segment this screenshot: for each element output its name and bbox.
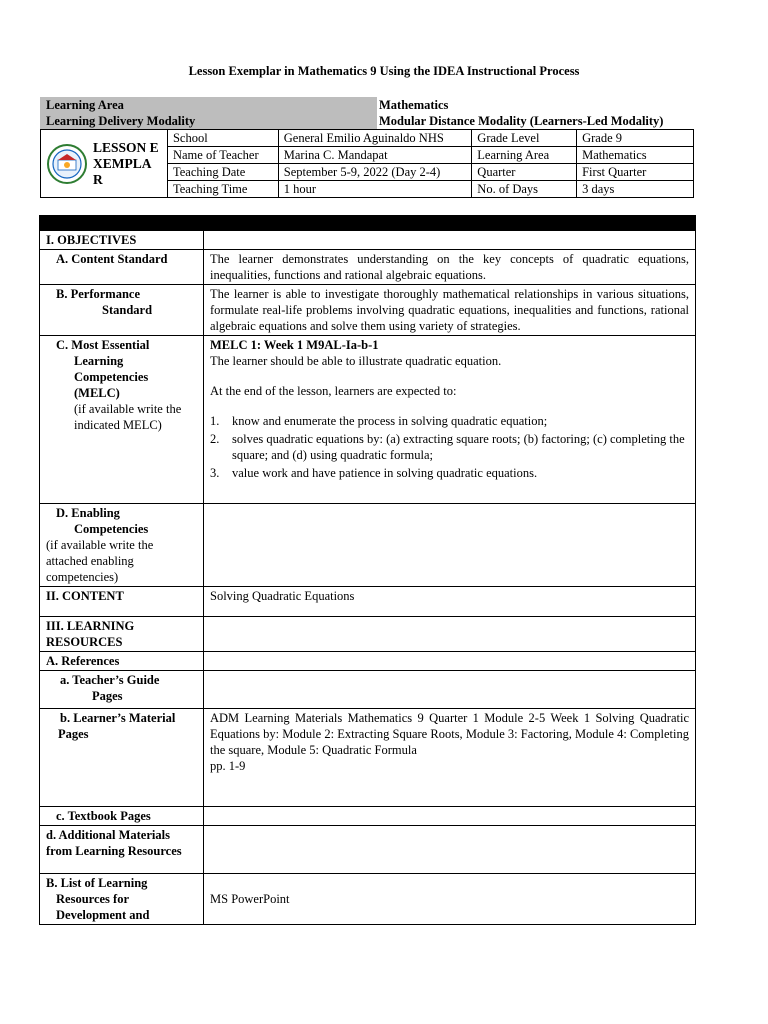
additional-materials-label: d. Additional Materials from Learning Resources (40, 826, 204, 874)
school-value: General Emilio Aguinaldo NHS (278, 130, 472, 147)
content-standard-text: The learner demonstrates understanding on the key concepts of quadratic equations, inequalities, functions and rational algebraic equations. (204, 250, 696, 285)
teacher-label: Name of Teacher (167, 147, 278, 164)
melc-label-line4: (MELC) (74, 386, 120, 400)
tg-label-line2: Pages (92, 689, 123, 703)
teaching-date-label: Teaching Date (167, 164, 278, 181)
tg-label-line1: a. Teacher’s Guide (60, 673, 160, 687)
quarter-value: First Quarter (577, 164, 694, 181)
learning-resources-label: III. LEARNING RESOURCES (40, 617, 204, 652)
teaching-time-value: 1 hour (278, 181, 472, 198)
grade-level-value: Grade 9 (577, 130, 694, 147)
info-area-label: Learning Area (472, 147, 577, 164)
teaching-date-value: September 5-9, 2022 (Day 2-4) (278, 164, 472, 181)
delivery-modality-label: Learning Delivery Modality (40, 113, 377, 129)
grade-level-label: Grade Level (472, 130, 577, 147)
learning-area-value: Mathematics (379, 98, 449, 112)
list-item: 2. solves quadratic equations by: (a) extracting square roots; (b) factoring; (c) completing the square; and (d) using quadratic formula; (210, 432, 685, 462)
teaching-time-label: Teaching Time (167, 181, 278, 198)
melc-content (204, 336, 696, 504)
melc-objectives-list (210, 413, 689, 481)
school-label: School (167, 130, 278, 147)
document-title: Lesson Exemplar in Mathematics 9 Using the IDEA Instructional Process (188, 64, 580, 78)
learners-material-pages: pp. 1-9 (210, 759, 246, 773)
enabling-note: (if available write the attached enabling competencies) (46, 538, 154, 584)
black-header-bar (40, 216, 696, 231)
melc-line2: At the end of the lesson, learners are expected to: (210, 384, 457, 398)
lesson-info-table (40, 129, 694, 198)
enabling-label-line1: D. Enabling (56, 506, 120, 520)
melc-label (40, 336, 204, 504)
melc-label-line2: Learning (74, 354, 124, 368)
melc-label-line3: Competencies (74, 370, 149, 384)
melc-note: (if available write the indicated MELC) (74, 402, 182, 432)
enabling-competencies-label (40, 504, 204, 587)
deped-seal-icon (47, 144, 87, 184)
days-label: No. of Days (472, 181, 577, 198)
teachers-guide-label (40, 671, 204, 709)
performance-standard-text: The learner is able to investigate thoroughly mathematical relationships in various situations, formulate real-life problems involving quadratic equations, inequalities and functions, rational algebraic equations and solve them using variety of strategies. (204, 285, 696, 336)
learning-area-row (40, 97, 694, 113)
learners-material-content (204, 709, 696, 807)
performance-standard-label (40, 285, 204, 336)
objectives-label: I. OBJECTIVES (40, 231, 204, 250)
enabling-label-line2: Competencies (74, 522, 149, 536)
delivery-modality-value: Modular Distance Modality (Learners-Led Modality) (379, 114, 664, 128)
lesson-plan-table (39, 215, 696, 925)
learners-material-text: ADM Learning Materials Mathematics 9 Quarter 1 Module 2-5 Week 1 Solving Quadratic Equations by: Module 2: Extracting Square Roots, Module 3: Factoring, Module 4: Completing the square, Module 5: Quadratic Formula (210, 711, 689, 757)
learning-area-label: Learning Area (40, 97, 377, 113)
performance-standard-label-line1: B. Performance (56, 287, 140, 301)
list-of-resources-label: B. List of Learning Resources for Development and (40, 874, 204, 925)
logo-cell (41, 130, 168, 198)
list-item: 3. value work and have patience in solving quadratic equations. (210, 466, 538, 480)
info-area-value: Mathematics (577, 147, 694, 164)
melc-title: MELC 1: Week 1 M9AL-Ia-b-1 (210, 338, 379, 352)
textbook-pages-label: c. Textbook Pages (40, 807, 204, 826)
days-value: 3 days (577, 181, 694, 198)
content-label: II. CONTENT (40, 587, 204, 617)
references-label: A. References (40, 652, 204, 671)
list-item: 1. know and enumerate the process in solving quadratic equation; (210, 414, 548, 428)
delivery-modality-row (40, 113, 694, 129)
teacher-value: Marina C. Mandapat (278, 147, 472, 164)
performance-standard-label-line2: Standard (102, 303, 153, 317)
quarter-label: Quarter (472, 164, 577, 181)
list-of-resources-text: MS PowerPoint (204, 874, 696, 925)
melc-line1: The learner should be able to illustrate quadratic equation. (210, 354, 502, 368)
melc-label-line1: C. Most Essential (56, 338, 150, 352)
content-text: Solving Quadratic Equations (204, 587, 696, 617)
lesson-exemplar-label: LESSON EXEMPLAR (93, 139, 159, 187)
learners-material-label: b. Learner’s Material Pages (40, 709, 204, 807)
content-standard-label: A. Content Standard (40, 250, 204, 285)
